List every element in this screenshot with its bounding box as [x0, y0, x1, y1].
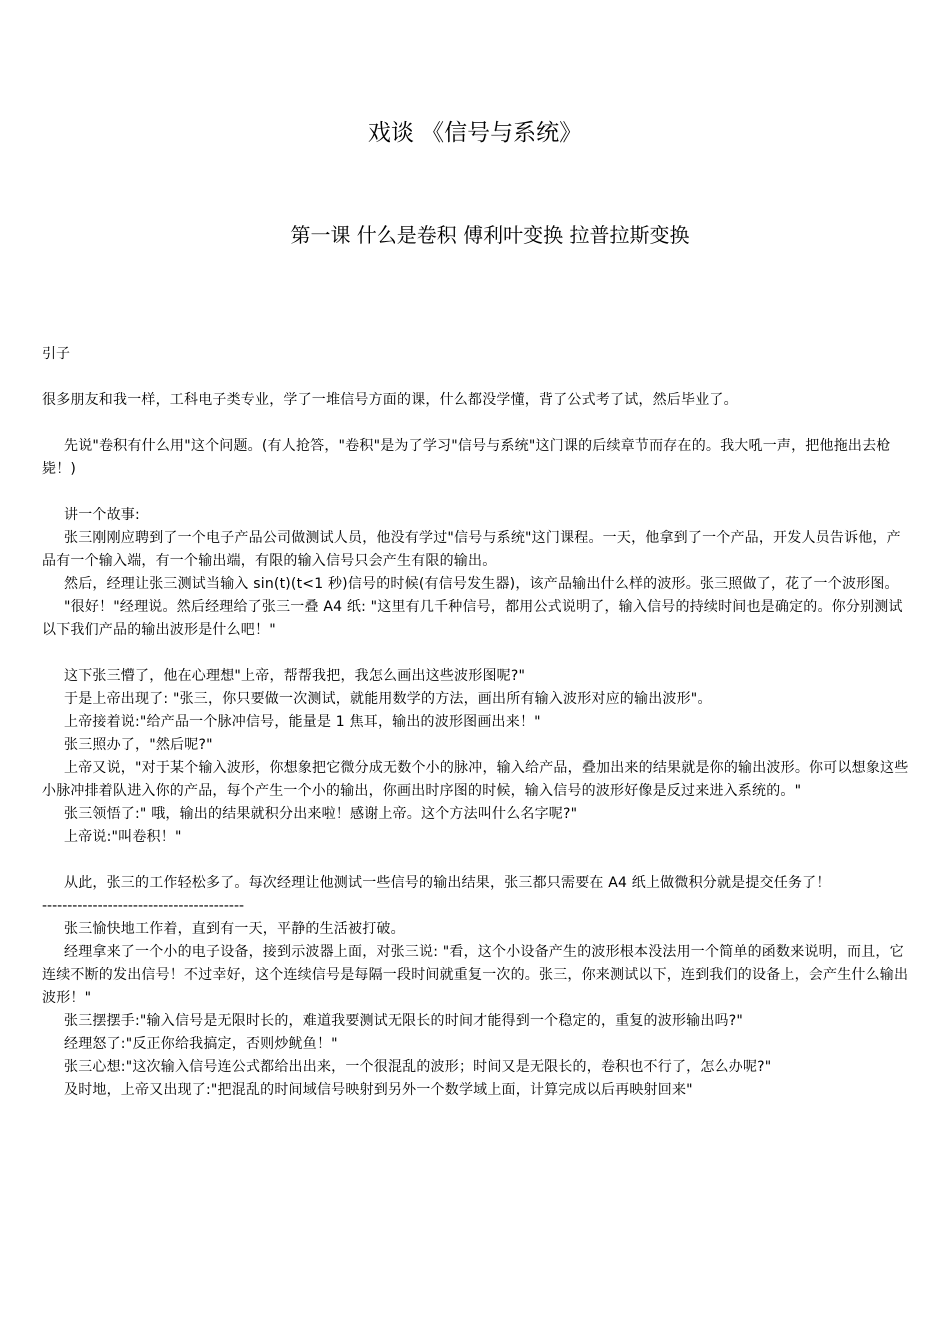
dialog-line: 上帝又说，"对于某个输入波形，你想象把它微分成无数个小的脉冲，输入给产品，叠加出来的结果就是你的输出波形。你可以想象这些小脉冲排着队进入你的产品，每个产生一个小的输出，你画出时序图的时候，输入信号的波形好像是反过来进入系统的。" — [42, 760, 909, 799]
section-heading: 引子 — [42, 346, 70, 362]
dialog-line: 张三照办了，"然后呢?" — [64, 737, 213, 753]
lesson-subtitle: 第一课 什么是卷积 傅利叶变换 拉普拉斯变换 — [290, 223, 690, 247]
question-paragraph: 先说"卷积有什么用"这个问题。(有人抢答，"卷积"是为了学习"信号与系统"这门课的后续章节而存在的。我大吼一声，把他拖出去枪毙！) — [42, 438, 891, 477]
separator-line: ---------------------------------------- — [42, 898, 245, 914]
dialog-line: 上帝说:"叫卷积！" — [64, 829, 182, 845]
story-line: "很好！"经理说。然后经理给了张三一叠 A4 纸: "这里有几千种信号，都用公式说明了，输入信号的持续时间也是确定的。你分别测试以下我们产品的输出波形是什么吧！" — [42, 599, 903, 638]
story-line: 讲一个故事: — [64, 507, 140, 523]
dialog-line: 上帝接着说:"给产品一个脉冲信号，能量是 1 焦耳，输出的波形图画出来！" — [64, 714, 541, 730]
document-title: 戏谈 《信号与系统》 — [367, 120, 583, 146]
part2-line: 经理拿来了一个小的电子设备，接到示波器上面，对张三说: "看，这个小设备产生的波形根本没法用一个简单的函数来说明，而且，它连续不断的发出信号！不过幸好，这个连续信号是每隔一段时间就重复一次的。张三，你来测试以下，连到我们的设备上，会产生什么输出波形！" — [42, 944, 909, 1006]
part2-line: 张三心想:"这次输入信号连公式都给出出来，一个很混乱的波形；时间又是无限长的，卷积也不行了，怎么办呢?" — [64, 1059, 772, 1075]
dialog-line: 张三领悟了:" 哦，输出的结果就积分出来啦！感谢上帝。这个方法叫什么名字呢?" — [64, 806, 578, 822]
part2-line: 张三愉快地工作着，直到有一天，平静的生活被打破。 — [64, 921, 405, 937]
part2-line: 经理怒了:"反正你给我搞定，否则炒鱿鱼！" — [64, 1036, 338, 1052]
story-line: 然后，经理让张三测试当输入 sin(t)(t<1 秒)信号的时候(有信号发生器)，该产品输出什么样的波形。张三照做了，花了一个波形图。 — [64, 576, 899, 592]
part2-line: 张三摆摆手:"输入信号是无限时长的，难道我要测试无限长的时间才能得到一个稳定的，重复的波形输出吗?" — [64, 1013, 744, 1029]
dialog-line: 于是上帝出现了: "张三，你只要做一次测试，就能用数学的方法，画出所有输入波形对应的输出波形"。 — [64, 691, 712, 707]
intro-paragraph: 很多朋友和我一样，工科电子类专业，学了一堆信号方面的课，什么都没学懂，背了公式考了试，然后毕业了。 — [42, 392, 738, 408]
part2-line: 及时地，上帝又出现了:"把混乱的时间域信号映射到另外一个数学域上面，计算完成以后再映射回来" — [64, 1082, 693, 1098]
dialog-line: 这下张三懵了，他在心理想"上帝，帮帮我把，我怎么画出这些波形图呢?" — [64, 668, 526, 684]
story-line: 张三刚刚应聘到了一个电子产品公司做测试人员，他没有学过"信号与系统"这门课程。一天，他拿到了一个产品，开发人员告诉他，产品有一个输入端，有一个输出端，有限的输入信号只会产生有限的输出。 — [42, 530, 901, 569]
ending-paragraph: 从此，张三的工作轻松多了。每次经理让他测试一些信号的输出结果，张三都只需要在 A4 纸上做微积分就是提交任务了！ — [64, 875, 831, 891]
article-body — [42, 389, 910, 1102]
